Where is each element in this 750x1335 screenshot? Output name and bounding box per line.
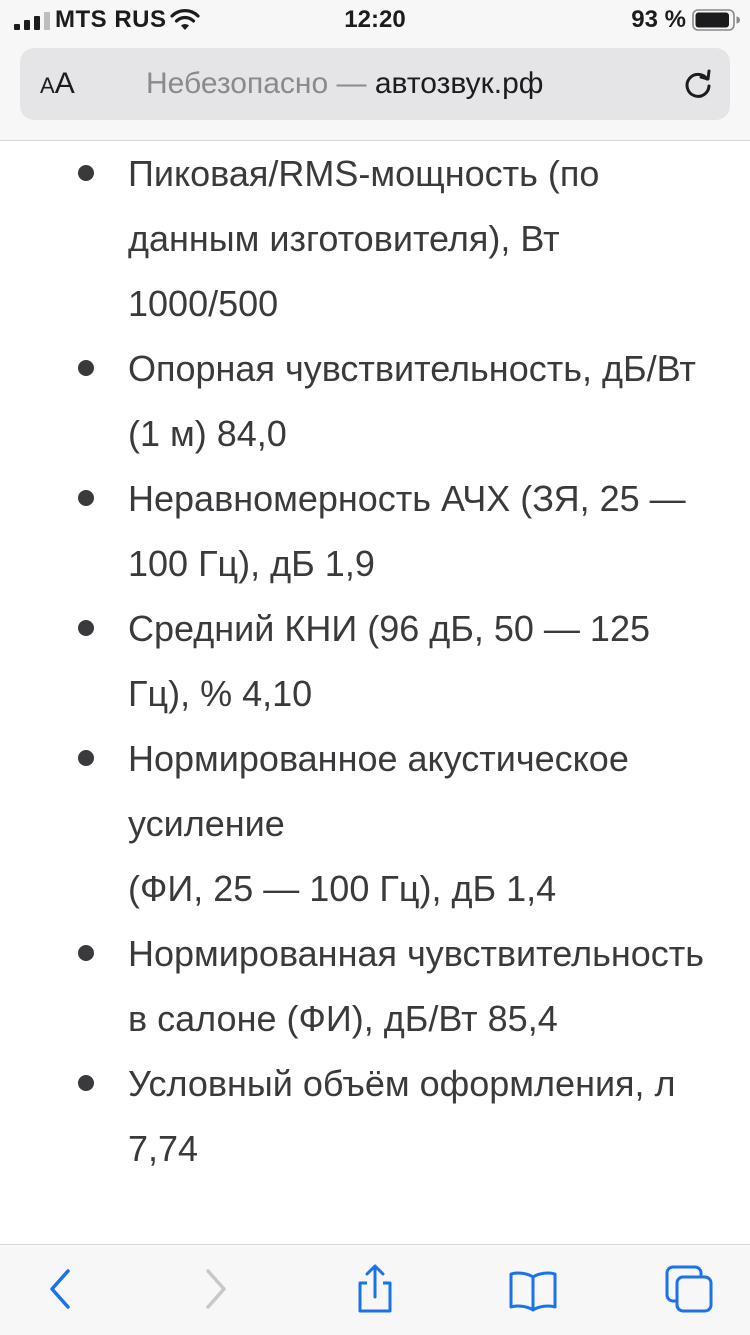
carrier-name: MTS RUS xyxy=(55,6,167,33)
spec-text: Опорная чувствительность, дБ/Вт (1 м) 84,0 xyxy=(128,348,696,454)
status-bar xyxy=(0,0,750,40)
bookmarks-button[interactable] xyxy=(505,1261,561,1317)
address-bar-url[interactable] xyxy=(146,48,543,120)
forward-icon xyxy=(188,1261,244,1317)
back-button[interactable] xyxy=(32,1261,88,1317)
bullet-icon xyxy=(78,165,94,181)
address-bar[interactable] xyxy=(20,48,730,120)
tabs-button[interactable] xyxy=(661,1261,717,1317)
spec-text: Нормированное акустическое усиление (ФИ, 25 — 100 Гц), дБ 1,4 xyxy=(128,738,629,909)
reload-icon[interactable] xyxy=(680,66,716,102)
bullet-icon xyxy=(78,620,94,636)
list-item xyxy=(0,141,750,336)
bullet-icon xyxy=(78,945,94,961)
bullet-icon xyxy=(78,1075,94,1091)
battery-icon xyxy=(692,9,740,31)
site-domain: автозвук.рф xyxy=(374,67,544,100)
reader-text-size-button[interactable]: AA xyxy=(40,67,75,100)
specification-list xyxy=(0,141,750,1181)
list-item xyxy=(0,466,750,596)
bullet-icon xyxy=(78,490,94,506)
list-item xyxy=(0,726,750,921)
bullet-icon xyxy=(78,750,94,766)
list-item xyxy=(0,596,750,726)
spec-text: Средний КНИ (96 дБ, 50 — 125 Гц), % 4,10 xyxy=(128,608,650,714)
spec-text: Нормированная чувствительность в салоне (ФИ), дБ/Вт 85,4 xyxy=(128,933,704,1039)
list-item xyxy=(0,921,750,1051)
browser-top-chrome xyxy=(0,0,750,141)
bookmarks-icon xyxy=(505,1261,561,1317)
share-icon xyxy=(347,1261,403,1317)
bullet-icon xyxy=(78,360,94,376)
spec-text: Условный объём оформления, л 7,74 xyxy=(128,1063,676,1169)
back-icon xyxy=(32,1261,88,1317)
list-item xyxy=(0,336,750,466)
security-warning-label: Небезопасно — xyxy=(146,67,367,100)
list-item xyxy=(0,1051,750,1181)
share-button[interactable] xyxy=(347,1261,403,1317)
page-content xyxy=(0,141,750,1244)
tabs-icon xyxy=(661,1261,717,1317)
spec-text: Пиковая/RMS-мощность (по данным изготовителя), Вт 1000/500 xyxy=(128,153,600,324)
spec-text: Неравномерность АЧХ (ЗЯ, 25 — 100 Гц), дБ 1,9 xyxy=(128,478,686,584)
browser-toolbar xyxy=(0,1244,750,1335)
clock-time: 12:20 xyxy=(344,6,406,33)
forward-button[interactable] xyxy=(188,1261,244,1317)
battery-percentage: 93 % xyxy=(631,6,686,33)
